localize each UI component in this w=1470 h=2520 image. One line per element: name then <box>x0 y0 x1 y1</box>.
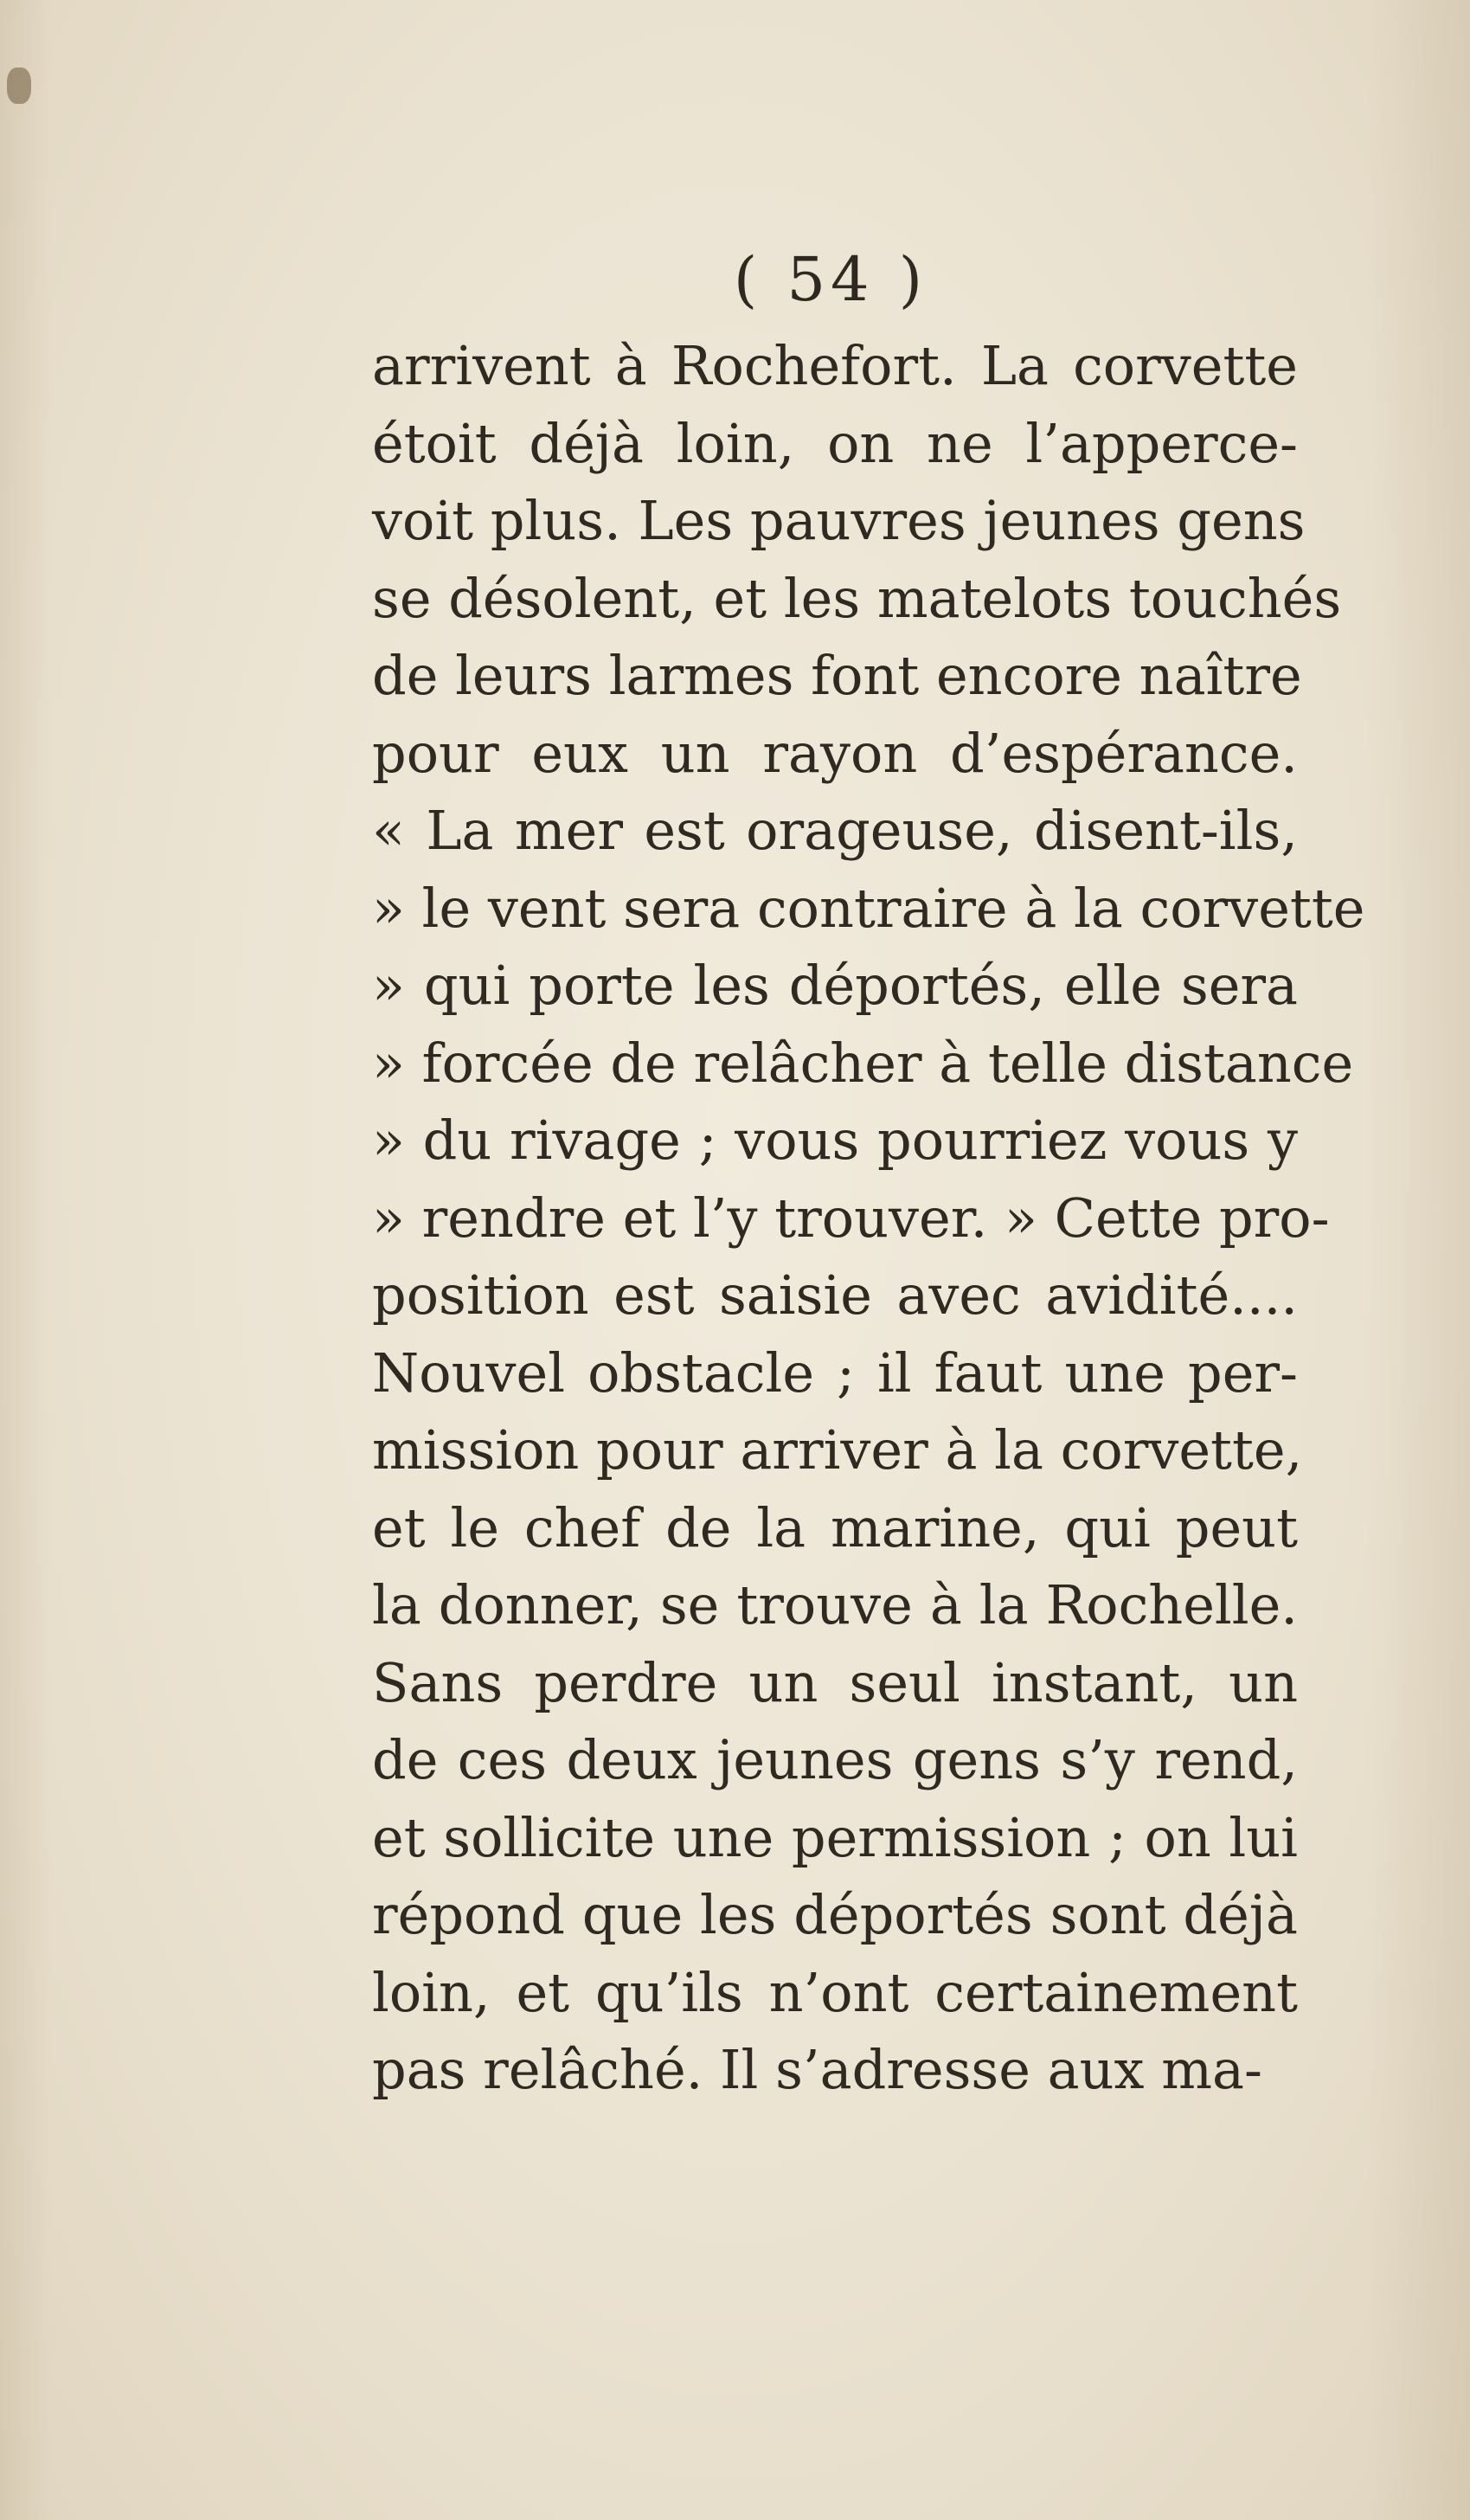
text-line: Nouvel obstacle ; il faut une per- <box>372 1340 1298 1405</box>
text-line: position est saisie avec avidité.... <box>372 1263 1298 1327</box>
text-line: « La mer est orageuse, disent-ils, <box>372 799 1298 862</box>
text-line: et sollicite une permission ; on lui <box>372 1805 1298 1869</box>
text-line: » forcée de relâcher à telle distance <box>372 1031 1354 1095</box>
text-line: arrivent à Rochefort. La corvette <box>372 334 1298 397</box>
body-text <box>372 327 1365 2109</box>
text-line: la donner, se trouve à la Rochelle. <box>372 1573 1298 1636</box>
text-line: Sans perdre un seul instant, un <box>372 1650 1298 1714</box>
text-line: » rendre et l’y trouver. » Cette pro- <box>372 1186 1330 1250</box>
page-right-shadow <box>1366 0 1470 2520</box>
text-line: loin, et qu’ils n’ont certainement <box>372 1960 1298 2024</box>
text-line: » le vent sera contraire à la corvette <box>372 876 1365 940</box>
text-line: étoit déjà loin, on ne l’apperce- <box>372 411 1298 475</box>
text-line: répond que les déportés sont déjà <box>372 1883 1298 1946</box>
text-line: » du rivage ; vous pourriez vous y <box>372 1109 1298 1172</box>
text-line: pour eux un rayon d’espérance. <box>372 721 1298 785</box>
text-line: se désolent, et les matelots touchés <box>372 566 1342 630</box>
paper-stain <box>7 68 31 104</box>
text-line: » qui porte les déportés, elle sera <box>372 954 1298 1017</box>
text-line: de leurs larmes font encore naître <box>372 644 1302 707</box>
page-number: ( 54 ) <box>733 244 928 315</box>
text-line: voit plus. Les pauvres jeunes gens <box>372 489 1306 552</box>
page-left-shadow <box>0 0 52 2520</box>
text-line: pas relâché. Il s’adresse aux ma- <box>372 2038 1262 2101</box>
text-line: mission pour arriver à la corvette, <box>372 1418 1303 1482</box>
text-line: et le chef de la marine, qui peut <box>372 1495 1298 1559</box>
text-line: de ces deux jeunes gens s’y rend, <box>372 1728 1298 1791</box>
